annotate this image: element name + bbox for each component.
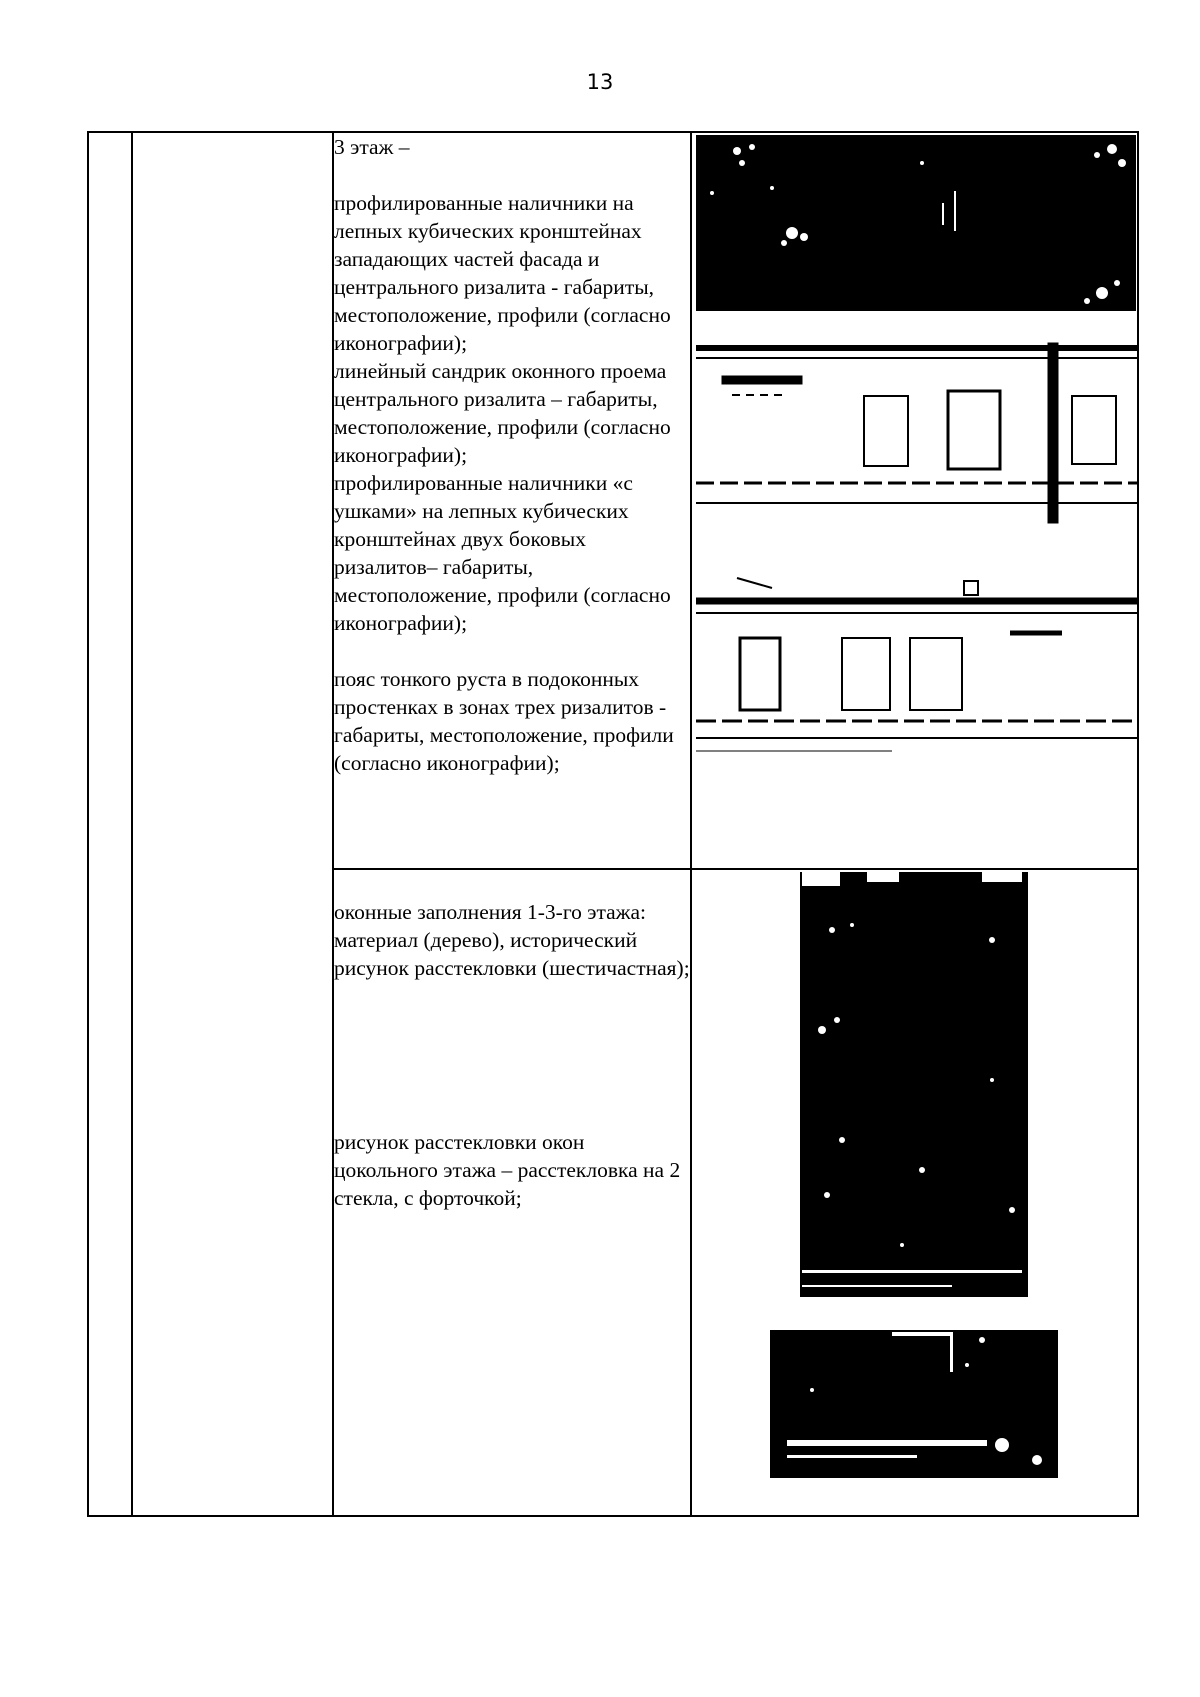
list-item: линейный сандрик оконного проема центрального ризалита – габариты, местоположение, профили (согласно иконографии); — [334, 359, 671, 467]
description-cell — [333, 869, 691, 1516]
object-cell — [132, 132, 333, 1516]
list-item: пояс тонкого руста в подоконных простенках в зонах трех ризалитов - габариты, местоположение, профили (согласно иконографии); — [334, 667, 674, 775]
window-photos — [692, 870, 1137, 1515]
protection-table — [87, 131, 1139, 1517]
number-cell — [88, 132, 132, 1516]
list-item: профилированные наличники на лепных кубических кронштейнах западающих частей фасада и центрального ризалита - габариты, местоположение, профили (согласно иконографии); — [334, 191, 671, 355]
floor-heading: 3 этаж – — [334, 135, 410, 159]
list-item: рисунок расстекловки окон цокольного этажа – расстекловка на 2 стекла, с форточкой; — [334, 1130, 681, 1210]
facade-photo — [692, 133, 1137, 868]
image-cell — [691, 132, 1138, 869]
image-cell — [691, 869, 1138, 1516]
page-number: 13 — [586, 70, 614, 94]
list-item: оконные заполнения 1-3-го этажа: материал (дерево), исторический рисунок расстекловки (шестичастная); — [334, 900, 690, 980]
table-row — [88, 132, 1138, 869]
list-item: профилированные наличники «с ушками» на лепных кубических кронштейнах двух боковых ризалитов– габариты, местоположение, профили (согласно иконографии); — [334, 471, 671, 635]
description-cell — [333, 132, 691, 869]
